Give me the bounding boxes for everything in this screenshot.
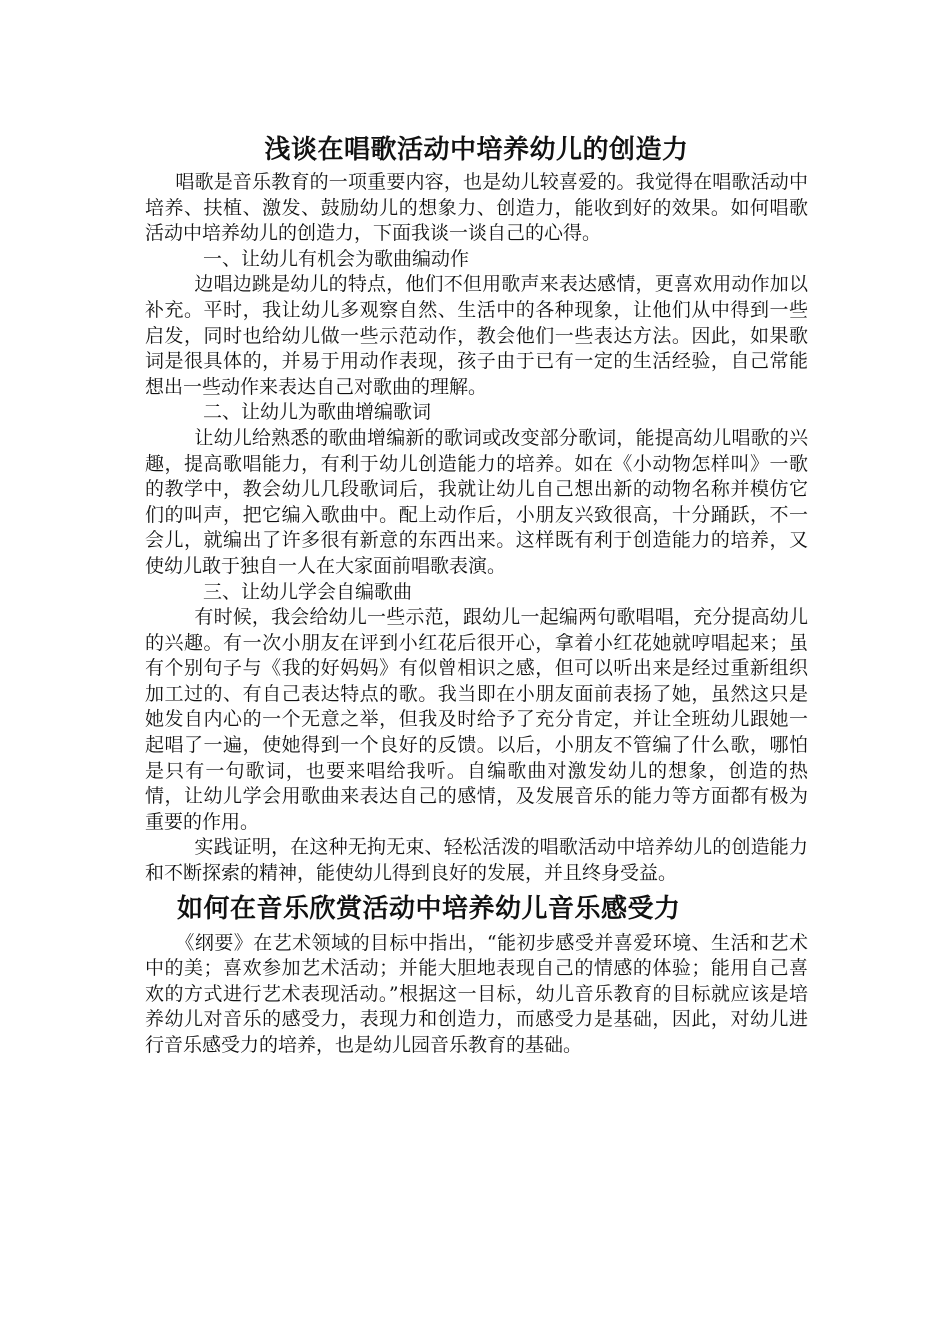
section-2-body: 让幼儿给熟悉的歌曲增编新的歌词或改变部分歌词，能提高幼儿唱歌的兴趣，提高歌唱能力，有利于幼儿创造能力的培养。如在《小动物怎样叫》一歌的教学中，教会幼儿几段歌词后，我就让幼儿自己想出新的动物名称并模仿它们的叫声，把它编入歌曲中。配上动作后，小朋友兴致很高，十分踊跃，不一会儿，就编出了许多很有新意的东西出来。这样既有利于创造能力的培养，又使幼儿敢于独自一人在大家面前唱歌表演。 bbox=[145, 426, 808, 577]
article-1-intro: 唱歌是音乐教育的一项重要内容，也是幼儿较喜爱的。我觉得在唱歌活动中培养、扶植、激发、鼓励幼儿的想象力、创造力，能收到好的效果。如何唱歌活动中培养幼儿的创造力，下面我谈一谈自己的心得。 bbox=[145, 171, 808, 245]
article-2-title: 如何在音乐欣赏活动中培养幼儿音乐感受力 bbox=[177, 893, 681, 924]
section-3-body: 有时候，我会给幼儿一些示范，跟幼儿一起编两句歌唱唱，充分提高幼儿的兴趣。有一次小朋友在评到小红花后很开心，拿着小红花她就哼唱起来；虽有个别句子与《我的好妈妈》有似曾相识之感，但可以听出来是经过重新组织加工过的、有自己表达特点的歌。我当即在小朋友面前表扬了她，虽然这只是她发自内心的一个无意之举，但我及时给予了充分肯定，并让全班幼儿跟她一起唱了一遍，使她得到一个良好的反馈。以后，小朋友不管编了什么歌，哪怕是只有一句歌词，也要来唱给我听。自编歌曲对激发幼儿的想象，创造的热情，让幼儿学会用歌曲来表达自己的感情，及发展音乐的能力等方面都有极为重要的作用。 bbox=[145, 606, 808, 833]
article-1-title: 浅谈在唱歌活动中培养幼儿的创造力 bbox=[264, 135, 689, 165]
section-1-heading: 一、让幼儿有机会为歌曲编动作 bbox=[203, 247, 470, 270]
section-3-heading: 三、让幼儿学会自编歌曲 bbox=[203, 580, 413, 603]
section-2-heading: 二、让幼儿为歌曲增编歌词 bbox=[203, 401, 432, 424]
article-2-intro: 《纲要》在艺术领域的目标中指出，“能初步感受并喜爱环境、生活和艺术中的美；喜欢参加艺术活动；并能大胆地表现自己的情感的体验；能用自己喜欢的方式进行艺术表现活动。”根据这一目标，幼儿音乐教育的目标就应该是培养幼儿对音乐的感受力，表现力和创造力，而感受力是基础，因此，对幼儿进行音乐感受力的培养，也是幼儿园音乐教育的基础。 bbox=[145, 931, 808, 1056]
section-1-body: 边唱边跳是幼儿的特点，他们不但用歌声来表达感情，更喜欢用动作加以补充。平时，我让幼儿多观察自然、生活中的各种现象，让他们从中得到一些启发，同时也给幼儿做一些示范动作，教会他们一些表达方法。因此，如果歌词是很具体的，并易于用动作表现，孩子由于已有一定的生活经验，自己常能想出一些动作来表达自己对歌曲的理解。 bbox=[145, 273, 808, 398]
article-1-conclusion: 实践证明，在这种无拘无束、轻松活泼的唱歌活动中培养幼儿的创造能力和不断探索的精神，能使幼儿得到良好的发展，并且终身受益。 bbox=[145, 836, 808, 885]
document-body bbox=[145, 130, 808, 1059]
